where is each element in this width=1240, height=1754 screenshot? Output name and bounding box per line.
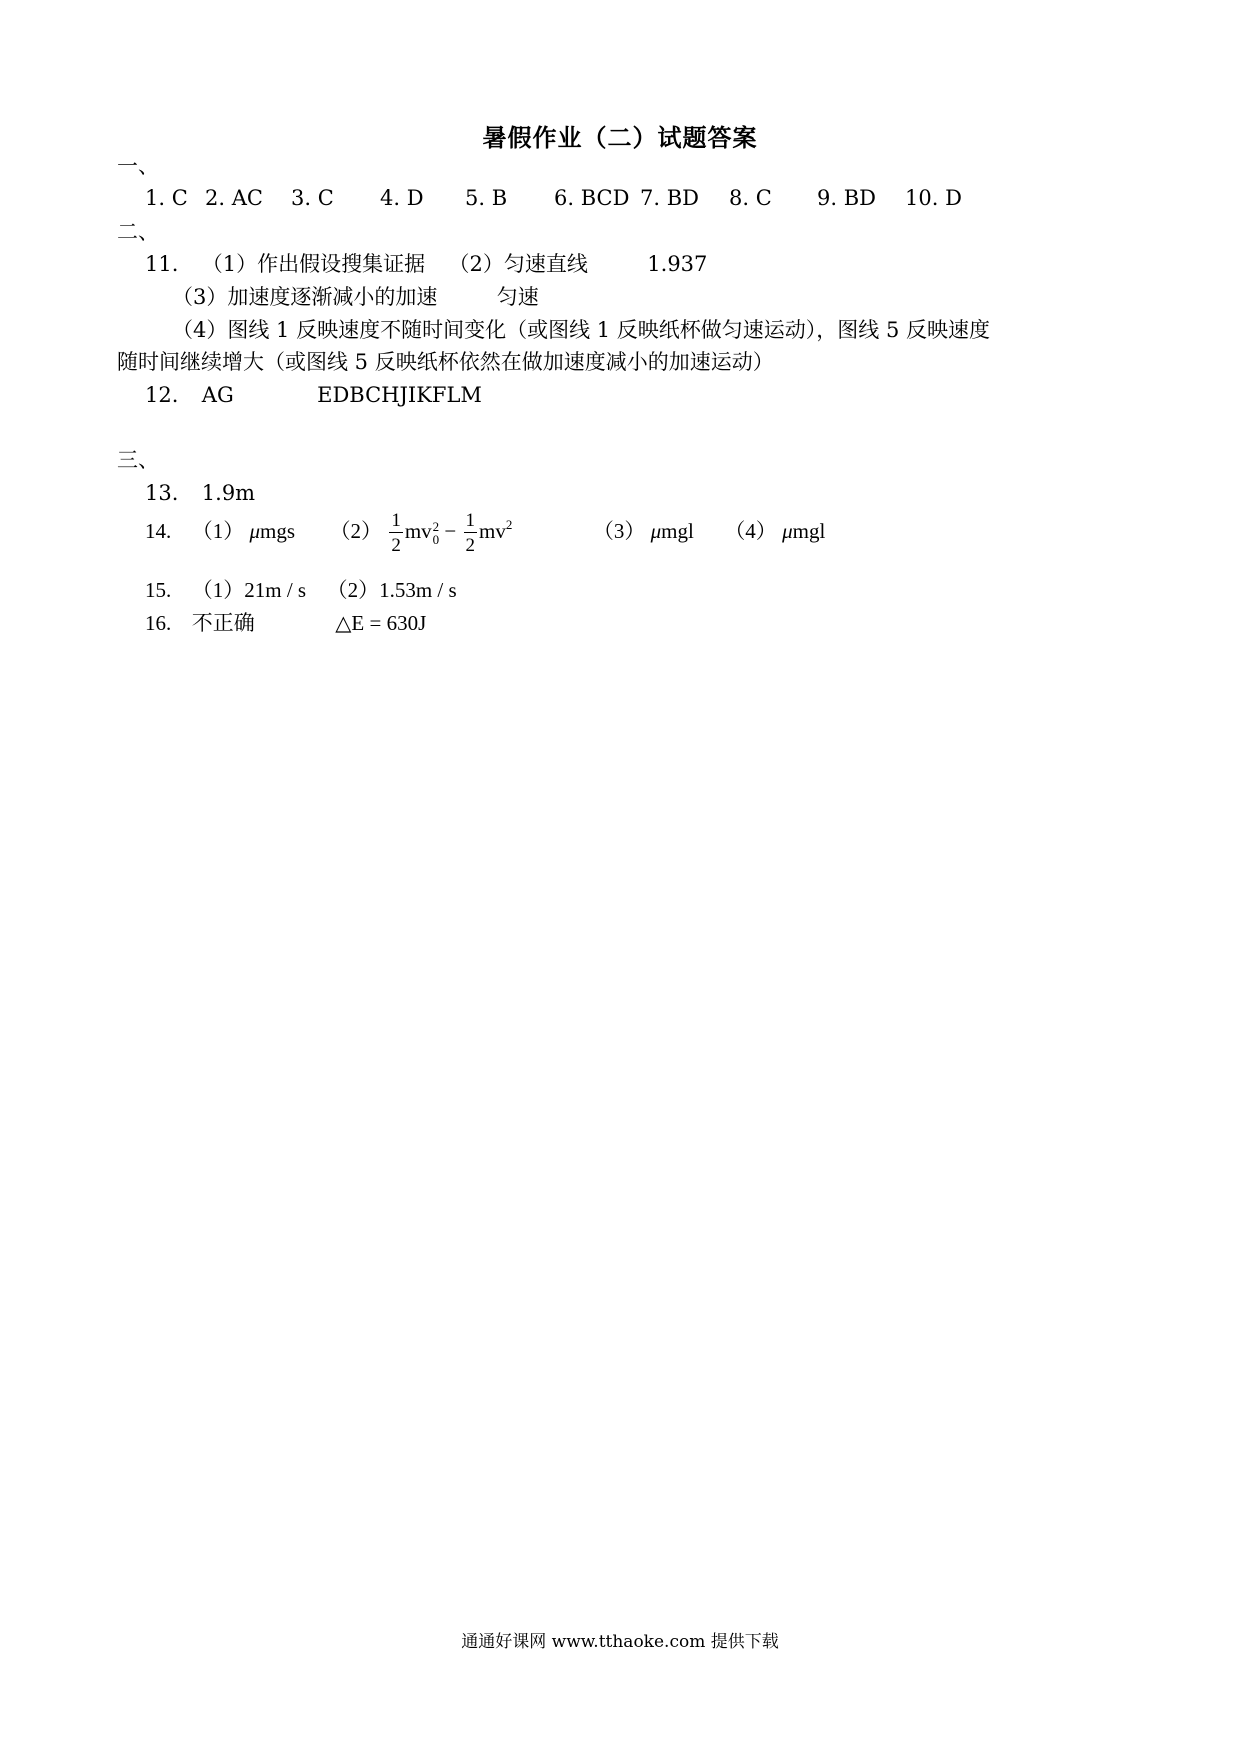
q11-part-3-value: 匀速	[496, 285, 539, 309]
minus-sign: −	[444, 518, 457, 543]
superscript: 2	[505, 516, 513, 532]
subscript: 0	[432, 532, 440, 547]
q11-part-2-value: 1.937	[647, 252, 708, 276]
fraction-denominator: 2	[391, 535, 401, 556]
question-number: 14.	[145, 518, 172, 543]
question-number: 5.	[465, 186, 486, 210]
q13-answer: 1.9m	[201, 481, 256, 505]
question-number: 9.	[817, 186, 838, 210]
mc-answer	[640, 186, 699, 211]
question-number: 13.	[145, 481, 179, 505]
answer-value: C	[171, 186, 188, 210]
answer-value: D	[406, 186, 424, 210]
q14-part-2-label: （2）	[329, 518, 383, 543]
q15-part-1-label: （1）	[191, 578, 245, 602]
q11-line-1	[145, 252, 707, 277]
q14-line	[145, 511, 825, 555]
fraction-numerator: 1	[465, 510, 475, 531]
answer-value: C	[755, 186, 772, 210]
question-number: 3.	[291, 186, 312, 210]
q15-line	[145, 578, 457, 603]
mu-symbol: μ	[782, 518, 793, 543]
mc-answer	[729, 186, 772, 211]
mc-answer	[554, 186, 629, 211]
question-number: 6.	[554, 186, 575, 210]
answer-value: BD	[666, 186, 700, 210]
q11-part-4-line-1: （4）图线 1 反映速度不随时间变化（或图线 1 反映纸杯做匀速运动），图线 5 反映速度	[172, 318, 990, 342]
sup-sub-script	[433, 520, 440, 546]
mc-answer	[380, 186, 424, 211]
question-number: 1.	[145, 186, 166, 210]
fraction-numerator: 1	[391, 510, 401, 531]
question-number: 4.	[380, 186, 401, 210]
q14-part-4-value: mgl	[792, 518, 826, 543]
page-title: 暑假作业（二）试题答案	[482, 124, 758, 152]
q16-line	[145, 611, 426, 636]
q16-answer-a: 不正确	[191, 611, 255, 635]
answer-value: BD	[843, 186, 877, 210]
q13-line	[145, 481, 255, 506]
question-number: 16.	[145, 611, 172, 635]
answer-value: B	[491, 186, 508, 210]
mc-answer	[905, 186, 962, 211]
question-number: 15.	[145, 578, 172, 602]
question-number: 2.	[205, 186, 226, 210]
superscript: 2	[432, 519, 440, 534]
q14-part-3-label: （3）	[592, 518, 646, 543]
section-two-heading: 二、	[117, 220, 159, 244]
fraction-denominator: 2	[465, 535, 475, 556]
fraction-one-half	[464, 511, 478, 555]
answer-value: C	[317, 186, 334, 210]
q12-answer-a: AG	[201, 383, 234, 407]
question-number: 7.	[640, 186, 661, 210]
answer-value: BCD	[580, 186, 630, 210]
q12-answer-b: EDBCHJIKFLM	[317, 383, 482, 407]
q14-part-3-value: mgl	[661, 518, 694, 543]
question-number: 8.	[729, 186, 750, 210]
q15-part-1-value: 21m / s	[244, 578, 307, 602]
q15-part-2-value: 1.53m / s	[379, 578, 457, 602]
mu-symbol: μ	[249, 518, 261, 543]
mc-answer	[291, 186, 334, 211]
q11-part-3: （3）加速度逐渐减小的加速	[172, 285, 438, 309]
q14-part-4-label: （4）	[724, 518, 777, 543]
mc-answer	[205, 186, 263, 211]
q11-part-1: （1）作出假设搜集证据	[201, 252, 426, 276]
section-three-heading: 三、	[117, 448, 159, 472]
mu-symbol: μ	[650, 518, 662, 543]
mc-answer	[145, 186, 188, 211]
mc-answer	[817, 186, 876, 211]
q14-part-1-label: （1）	[191, 518, 245, 543]
mv-term: mv	[479, 518, 506, 543]
q16-answer-b: △E = 630J	[335, 611, 427, 635]
q12-line	[145, 383, 482, 408]
fraction-one-half	[389, 511, 403, 555]
question-number: 11.	[145, 252, 179, 276]
mv-term: mv	[404, 518, 432, 543]
mc-answer	[465, 186, 507, 211]
q14-part-1-value: mgs	[260, 518, 296, 543]
q11-part-4-line-2: 随时间继续增大（或图线 5 反映纸杯依然在做加速度减小的加速运动）	[117, 350, 774, 374]
answer-value: AC	[231, 186, 263, 210]
section-one-heading: 一、	[117, 154, 159, 178]
footer-source: 通通好课网 www.tthaoke.com 提供下载	[461, 1632, 779, 1652]
q11-line-2	[172, 285, 539, 310]
q15-part-2-label: （2）	[326, 578, 380, 602]
question-number: 12.	[145, 383, 179, 407]
answer-value: D	[945, 186, 962, 210]
q11-part-2: （2）匀速直线	[448, 252, 588, 276]
question-number: 10.	[905, 186, 939, 210]
